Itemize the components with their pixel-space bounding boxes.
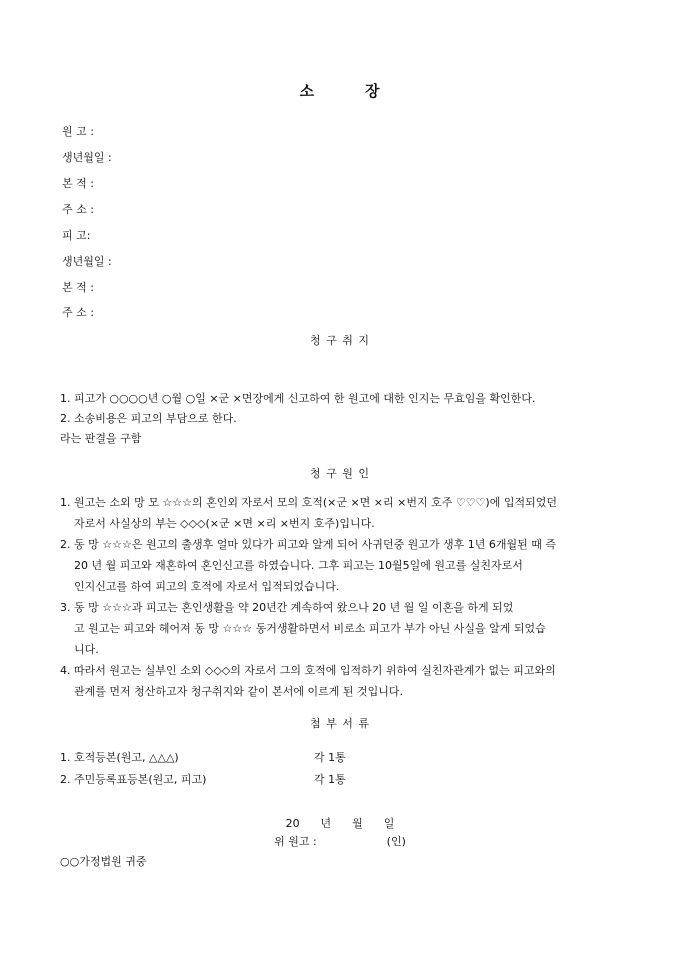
defendant-birth-label: 생년월일 : <box>62 255 112 268</box>
cause-2-line-1: 2. 동 망 ☆☆☆은 원고의 출생후 얼마 있다가 피고와 알게 되어 사귀던중 원고가 생후 1년 6개월된 때 즉 <box>60 538 557 551</box>
claim-purpose-heading: 청 구 취 지 <box>310 334 370 347</box>
plaintiff-registry-label: 본 적 : <box>62 177 94 190</box>
cause-2-line-2: 20 년 월 피고와 재혼하여 혼인신고를 하였습니다. 그후 피고는 10월5일에 원고를 실친자로서 <box>74 559 523 572</box>
cause-2-line-3: 인지신고를 하여 피고의 호적에 자로서 입적되었습니다. <box>74 580 340 593</box>
defendant-registry-label: 본 적 : <box>62 281 94 294</box>
title-char-2: 장 <box>365 82 381 100</box>
defendant-name-label: 피 고: <box>62 229 91 242</box>
cause-3-line-1: 3. 동 망 ☆☆☆과 피고는 혼인생활을 약 20년간 계속하여 왔으나 20 년 월 일 이혼을 하게 되었 <box>60 601 514 614</box>
attachment-1-name: 1. 호적등본(원고, △△△) <box>60 751 179 764</box>
claim-cause-heading: 청 구 원 인 <box>310 467 370 480</box>
cause-4-line-2: 관계를 먼저 청산하고자 청구취지와 같이 본서에 이르게 된 것입니다. <box>74 685 403 698</box>
plaintiff-name-label: 원 고 : <box>62 125 94 138</box>
attachment-2-name: 2. 주민등록표등본(원고, 피고) <box>60 773 207 786</box>
plaintiff-signature-line: 위 원고 : (인) <box>274 835 406 848</box>
plaintiff-address-label: 주 소 : <box>62 203 94 216</box>
filing-date: 20 년 월 일 <box>285 817 395 830</box>
claim-purpose-item-2: 2. 소송비용은 피고의 부담으로 한다. <box>60 412 237 425</box>
court-addressee: ○○가정법원 귀중 <box>60 855 147 868</box>
document-title <box>0 80 680 101</box>
cause-1-line-1: 1. 원고는 소외 망 모 ☆☆☆의 혼인외 자로서 모의 호적(×군 ×면 ×리 ×번지 호주 ♡♡♡)에 입적되었던 <box>60 496 557 509</box>
claim-purpose-item-1: 1. 피고가 ○○○○년 ○월 ○일 ×군 ×면장에게 신고하여 한 원고에 대한 인지는 무효임을 확인한다. <box>60 392 536 405</box>
defendant-address-label: 주 소 : <box>62 306 94 319</box>
attachments-heading: 첨 부 서 류 <box>310 717 370 730</box>
title-char-1: 소 <box>299 82 315 100</box>
cause-3-line-2: 고 원고는 피고와 헤어져 동 망 ☆☆☆ 동거생활하면서 비로소 피고가 부가 아닌 사실을 알게 되었습 <box>74 622 546 635</box>
plaintiff-birth-label: 생년월일 : <box>62 151 112 164</box>
claim-purpose-closing: 라는 판결을 구함 <box>60 432 142 445</box>
cause-4-line-1: 4. 따라서 원고는 실부인 소외 ◇◇◇의 자로서 그의 호적에 입적하기 위하여 실친자관계가 없는 피고와의 <box>60 664 556 677</box>
cause-1-line-2: 자로서 사실상의 부는 ◇◇◇(×군 ×면 ×리 ×번지 호주)입니다. <box>74 517 375 530</box>
attachment-2-count: 각 1통 <box>314 773 346 786</box>
cause-3-line-3: 니다. <box>74 643 99 656</box>
attachment-1-count: 각 1통 <box>314 751 346 764</box>
